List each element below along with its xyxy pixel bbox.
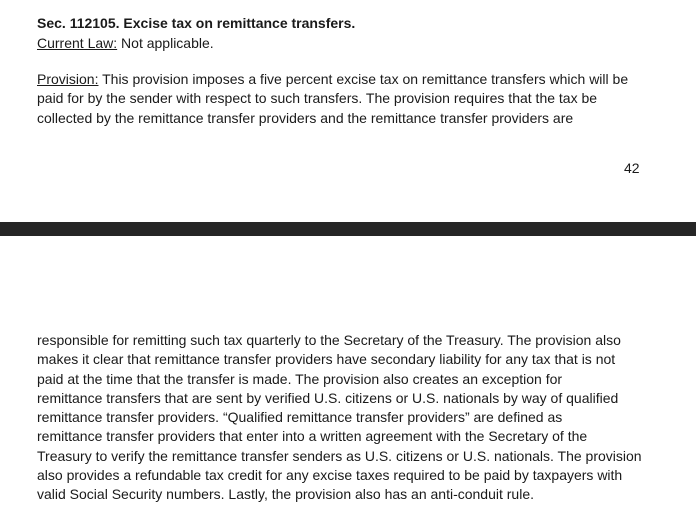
provision-line: paid for by the sender with respect to such transfers. The provision requires that the tax be (37, 90, 598, 107)
provision-line: makes it clear that remittance transfer providers have secondary liability for any tax that is not (37, 351, 616, 368)
provision-line: remittance transfer providers. “Qualified remittance transfer providers” are defined as (37, 409, 563, 426)
provision-line: responsible for remitting such tax quarterly to the Secretary of the Treasury. The provision also (37, 332, 621, 348)
current-law-label: Current Law: (37, 35, 118, 51)
provision-paragraph-start (37, 70, 628, 128)
provision-line: paid at the time that the transfer is made. The provision also creates an exception for (37, 370, 563, 387)
provision-line (37, 70, 628, 89)
provision-line: remittance transfers that are sent by verified U.S. citizens or U.S. nationals by way of qualified (37, 389, 619, 406)
provision-label: Provision: (37, 71, 99, 87)
provision-line: collected by the remittance transfer providers and the remittance transfer providers are (37, 109, 574, 126)
page-number: 42 (624, 160, 640, 176)
provision-line-text: This provision imposes a five percent excise tax on remittance transfers which will be (98, 71, 629, 87)
current-law (37, 34, 214, 52)
current-law-text: Not applicable. (117, 35, 214, 51)
provision-line: also provides a refundable tax credit for any excise taxes required to be paid by taxpayers with (37, 467, 623, 484)
section-heading: Sec. 112105. Excise tax on remittance transfers. (37, 15, 356, 31)
provision-line: valid Social Security numbers. Lastly, the provision also has an anti-conduit rule. (37, 486, 534, 503)
provision-line: Treasury to verify the remittance transfer senders as U.S. citizens or U.S. nationals. The provision (37, 447, 642, 464)
provision-line: remittance transfer providers that enter into a written agreement with the Secretary of the (37, 428, 588, 445)
page-divider (0, 222, 696, 236)
provision-paragraph-continued (37, 331, 642, 505)
page-top (0, 0, 696, 222)
